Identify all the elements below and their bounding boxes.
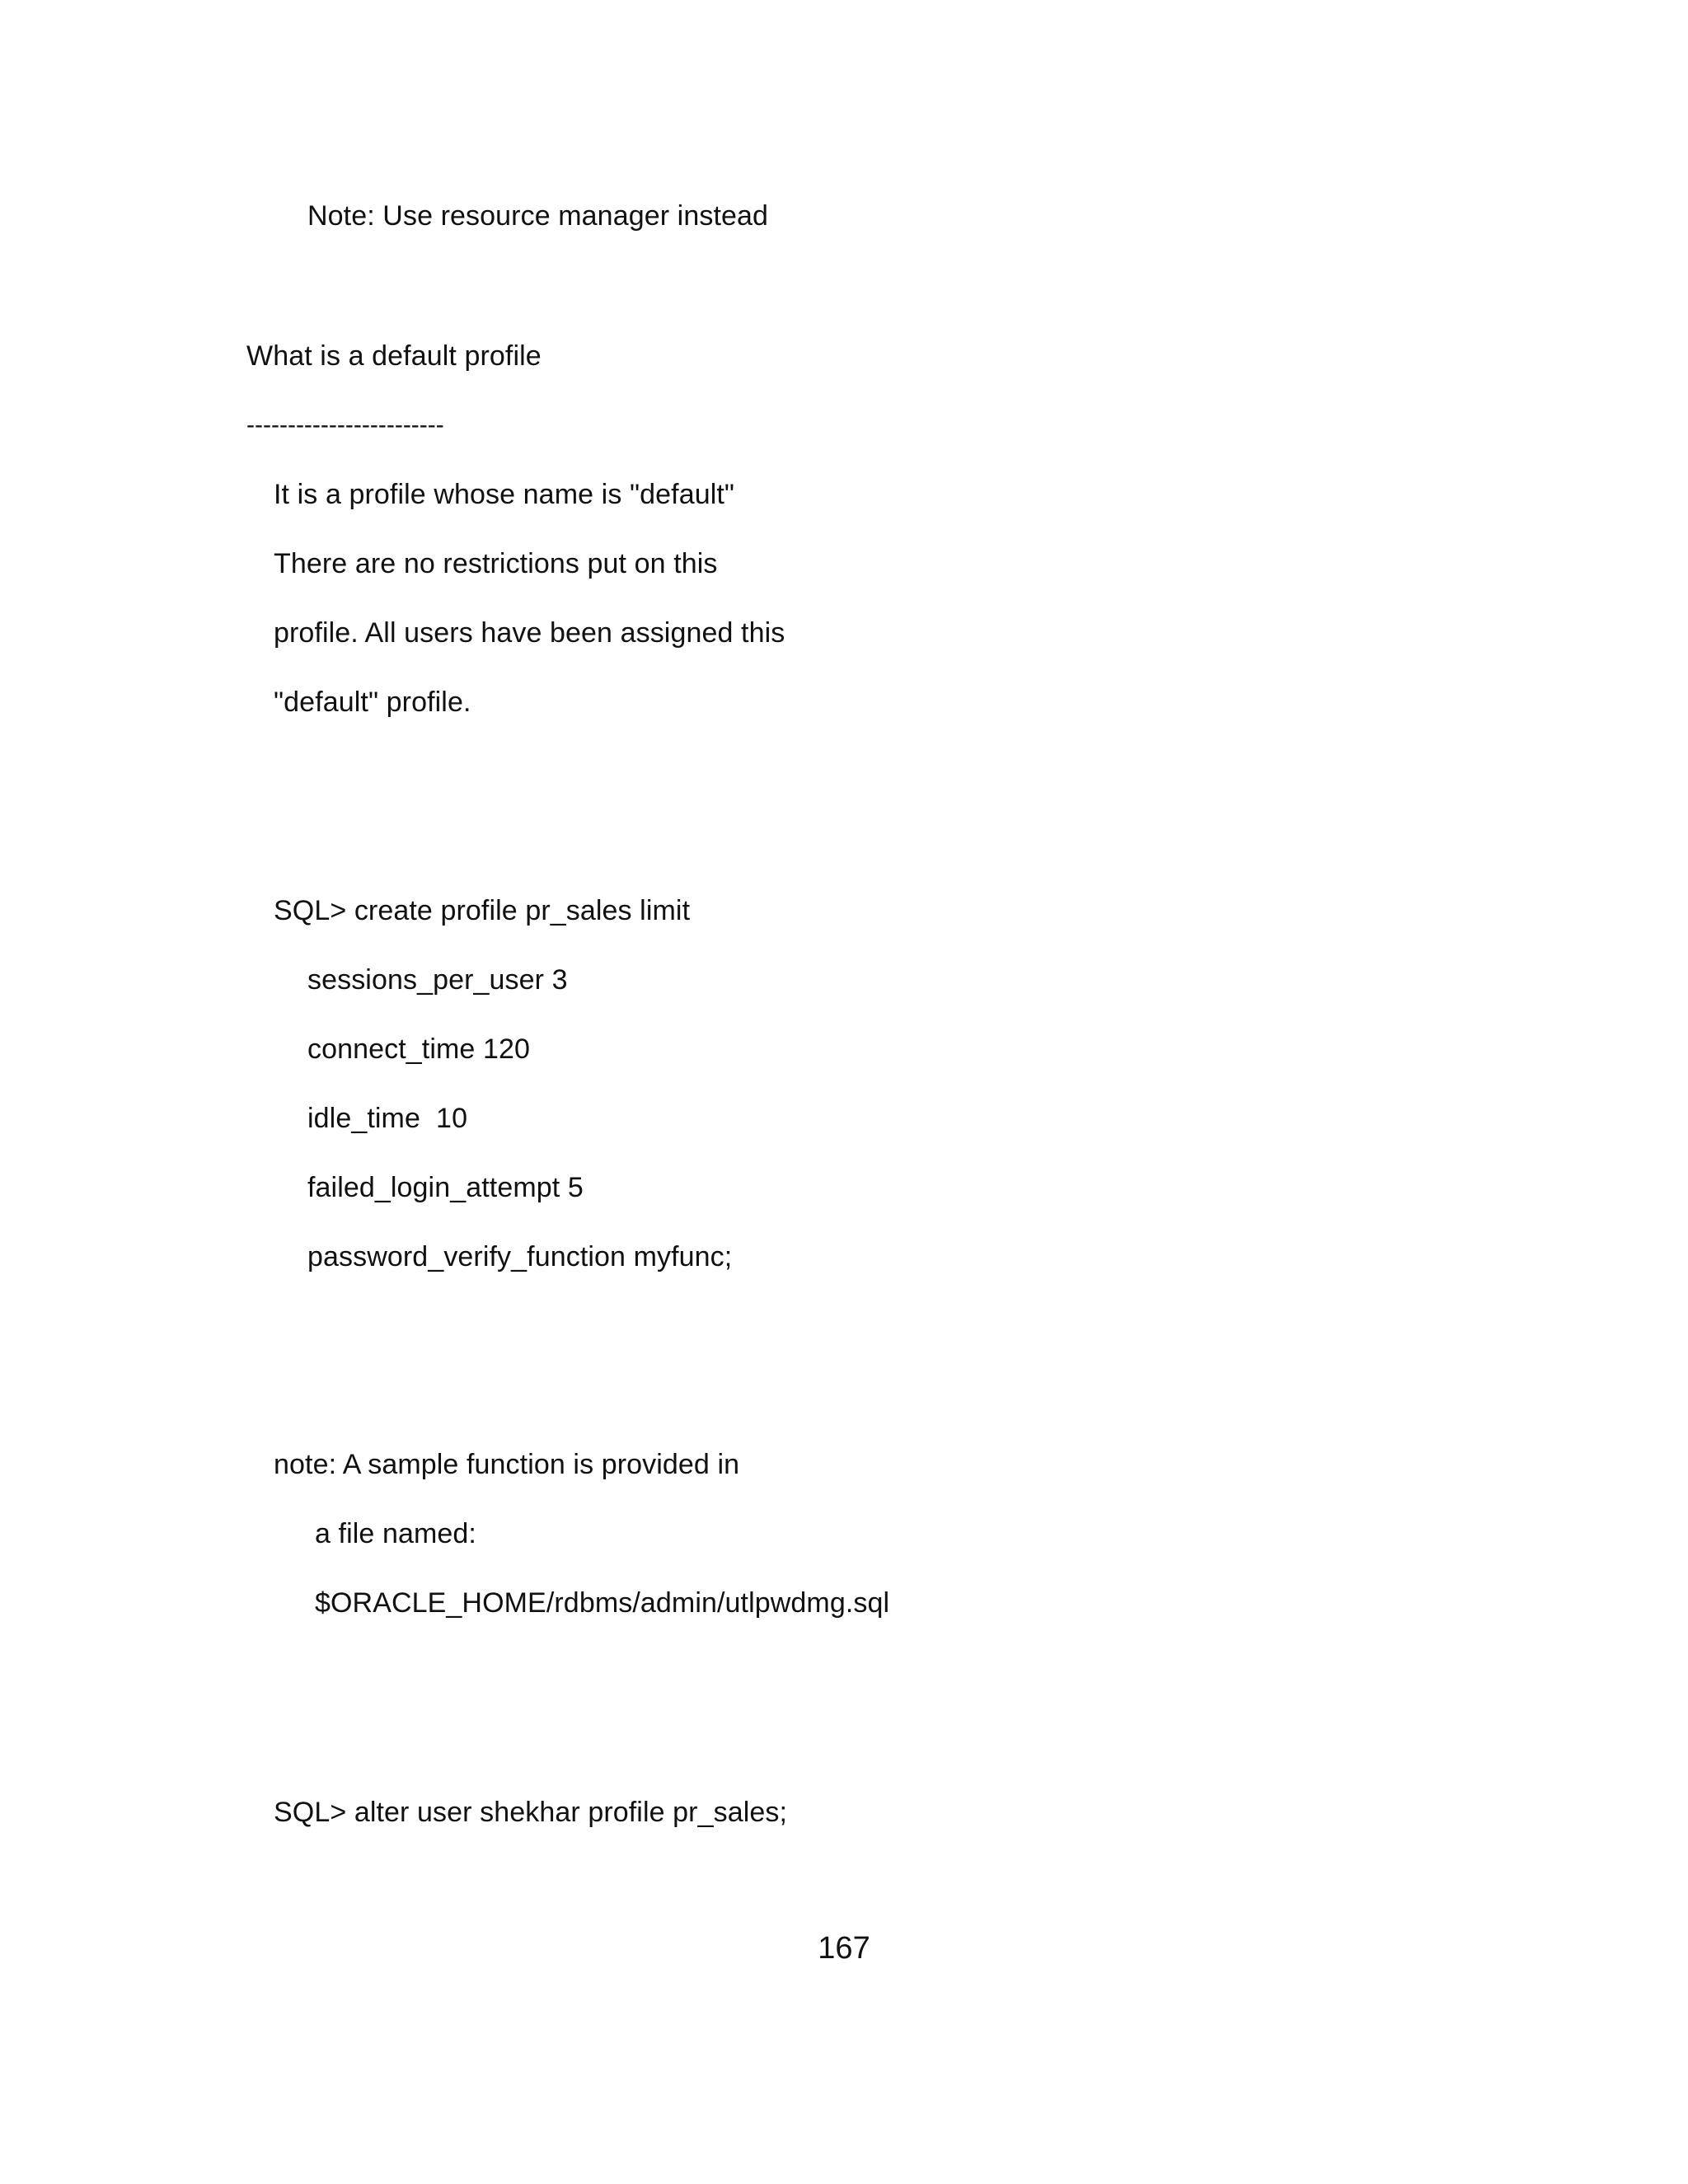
paragraph-line: There are no restrictions put on this: [274, 548, 718, 579]
sql-param-line: password_verify_function myfunc;: [307, 1241, 733, 1272]
sql-param-line: idle_time 10: [307, 1103, 468, 1134]
note-resource-manager: Note: Use resource manager instead: [307, 200, 769, 232]
sample-function-note-line: a file named:: [315, 1518, 476, 1549]
paragraph-line: "default" profile.: [274, 687, 471, 718]
sample-function-note: note: A sample function is provided in: [274, 1449, 740, 1480]
paragraph-line: profile. All users have been assigned this: [274, 617, 785, 649]
sample-function-path: $ORACLE_HOME/rdbms/admin/utlpwdmg.sql: [315, 1587, 890, 1619]
section-heading: What is a default profile: [246, 340, 542, 372]
sql-alter-user: SQL> alter user shekhar profile pr_sales;: [274, 1797, 788, 1828]
sql-create-profile: SQL> create profile pr_sales limit: [274, 895, 691, 926]
sql-param-line: sessions_per_user 3: [307, 964, 568, 996]
paragraph-line: It is a profile whose name is "default": [274, 479, 735, 510]
sql-param-line: failed_login_attempt 5: [307, 1172, 584, 1203]
sql-param-line: connect_time 120: [307, 1033, 530, 1065]
heading-underline: ------------------------: [246, 411, 444, 438]
page-number: 167: [818, 1931, 870, 1966]
